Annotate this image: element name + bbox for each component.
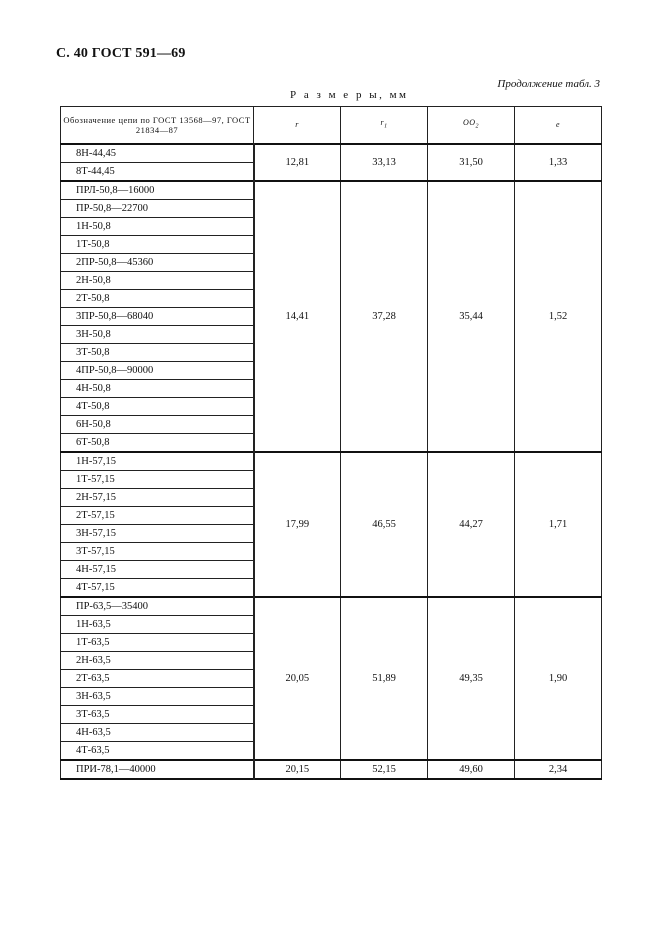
chain-designation: ПР-63,5—35400 xyxy=(61,597,254,616)
chain-designation: 2ПР-50,8—45360 xyxy=(61,254,254,272)
value-e: 2,34 xyxy=(515,760,602,779)
chain-designation: 2Н-57,15 xyxy=(61,489,254,507)
value-e: 1,71 xyxy=(515,452,602,597)
table-caption: Р а з м е р ы, мм xyxy=(290,89,409,101)
page-header: С. 40 ГОСТ 591—69 xyxy=(56,46,186,61)
chain-designation: 4Н-63,5 xyxy=(61,724,254,742)
value-r: 20,15 xyxy=(254,760,341,779)
chain-designation: 3Т-63,5 xyxy=(61,706,254,724)
chain-designation: 2Н-63,5 xyxy=(61,652,254,670)
chain-designation: 4Т-57,15 xyxy=(61,579,254,598)
chain-designation: 8Н-44,45 xyxy=(61,144,254,163)
value-oo2: 44,27 xyxy=(428,452,515,597)
dimensions-table xyxy=(60,106,602,780)
chain-designation: 8Т-44,45 xyxy=(61,163,254,182)
table-row xyxy=(61,597,602,616)
value-e: 1,33 xyxy=(515,144,602,181)
chain-designation: ПР-50,8—22700 xyxy=(61,200,254,218)
chain-designation: 1Н-50,8 xyxy=(61,218,254,236)
chain-designation: 1Н-57,15 xyxy=(61,452,254,471)
chain-designation: ПРИ-78,1—40000 xyxy=(61,760,254,779)
value-r1: 51,89 xyxy=(341,597,428,760)
value-e: 1,90 xyxy=(515,597,602,760)
table-row xyxy=(61,144,602,163)
column-header-r: r xyxy=(254,107,341,145)
chain-designation: 3ПР-50,8—68040 xyxy=(61,308,254,326)
table-row xyxy=(61,452,602,471)
chain-designation: 6Т-50,8 xyxy=(61,434,254,453)
chain-designation: 3Т-57,15 xyxy=(61,543,254,561)
chain-designation: 2Т-50,8 xyxy=(61,290,254,308)
value-r: 17,99 xyxy=(254,452,341,597)
chain-designation: 1Т-50,8 xyxy=(61,236,254,254)
chain-designation: 1Н-63,5 xyxy=(61,616,254,634)
chain-designation: 4ПР-50,8—90000 xyxy=(61,362,254,380)
value-r1: 37,28 xyxy=(341,181,428,452)
value-oo2: 49,60 xyxy=(428,760,515,779)
value-r1: 46,55 xyxy=(341,452,428,597)
table-row xyxy=(61,760,602,779)
column-header-r1: $r_1$ xyxy=(341,107,428,145)
value-e: 1,52 xyxy=(515,181,602,452)
chain-designation: 3Н-63,5 xyxy=(61,688,254,706)
value-r1: 33,13 xyxy=(341,144,428,181)
chain-designation: 4Н-57,15 xyxy=(61,561,254,579)
column-header-oo2: $OO_2$ xyxy=(428,107,515,145)
chain-designation: 1Т-63,5 xyxy=(61,634,254,652)
column-header-designation: Обозначение цепи по ГОСТ 13568—97, ГОСТ 21834—87 xyxy=(61,107,254,145)
value-oo2: 35,44 xyxy=(428,181,515,452)
value-r: 14,41 xyxy=(254,181,341,452)
value-r: 20,05 xyxy=(254,597,341,760)
chain-designation: 6Н-50,8 xyxy=(61,416,254,434)
chain-designation: 3Н-57,15 xyxy=(61,525,254,543)
chain-designation: 3Т-50,8 xyxy=(61,344,254,362)
chain-designation: 4Т-50,8 xyxy=(61,398,254,416)
value-oo2: 31,50 xyxy=(428,144,515,181)
column-header-e: e xyxy=(515,107,602,145)
chain-designation: 4Т-63,5 xyxy=(61,742,254,761)
value-oo2: 49,35 xyxy=(428,597,515,760)
table-row xyxy=(61,181,602,200)
chain-designation: 3Н-50,8 xyxy=(61,326,254,344)
table-header xyxy=(61,107,602,145)
chain-designation: 2Т-57,15 xyxy=(61,507,254,525)
table-body xyxy=(61,144,602,779)
chain-designation: ПРЛ-50,8—16000 xyxy=(61,181,254,200)
chain-designation: 1Т-57,15 xyxy=(61,471,254,489)
value-r1: 52,15 xyxy=(341,760,428,779)
chain-designation: 2Т-63,5 xyxy=(61,670,254,688)
chain-designation: 2Н-50,8 xyxy=(61,272,254,290)
chain-designation: 4Н-50,8 xyxy=(61,380,254,398)
value-r: 12,81 xyxy=(254,144,341,181)
table-continuation-note: Продолжение табл. 3 xyxy=(497,78,600,90)
